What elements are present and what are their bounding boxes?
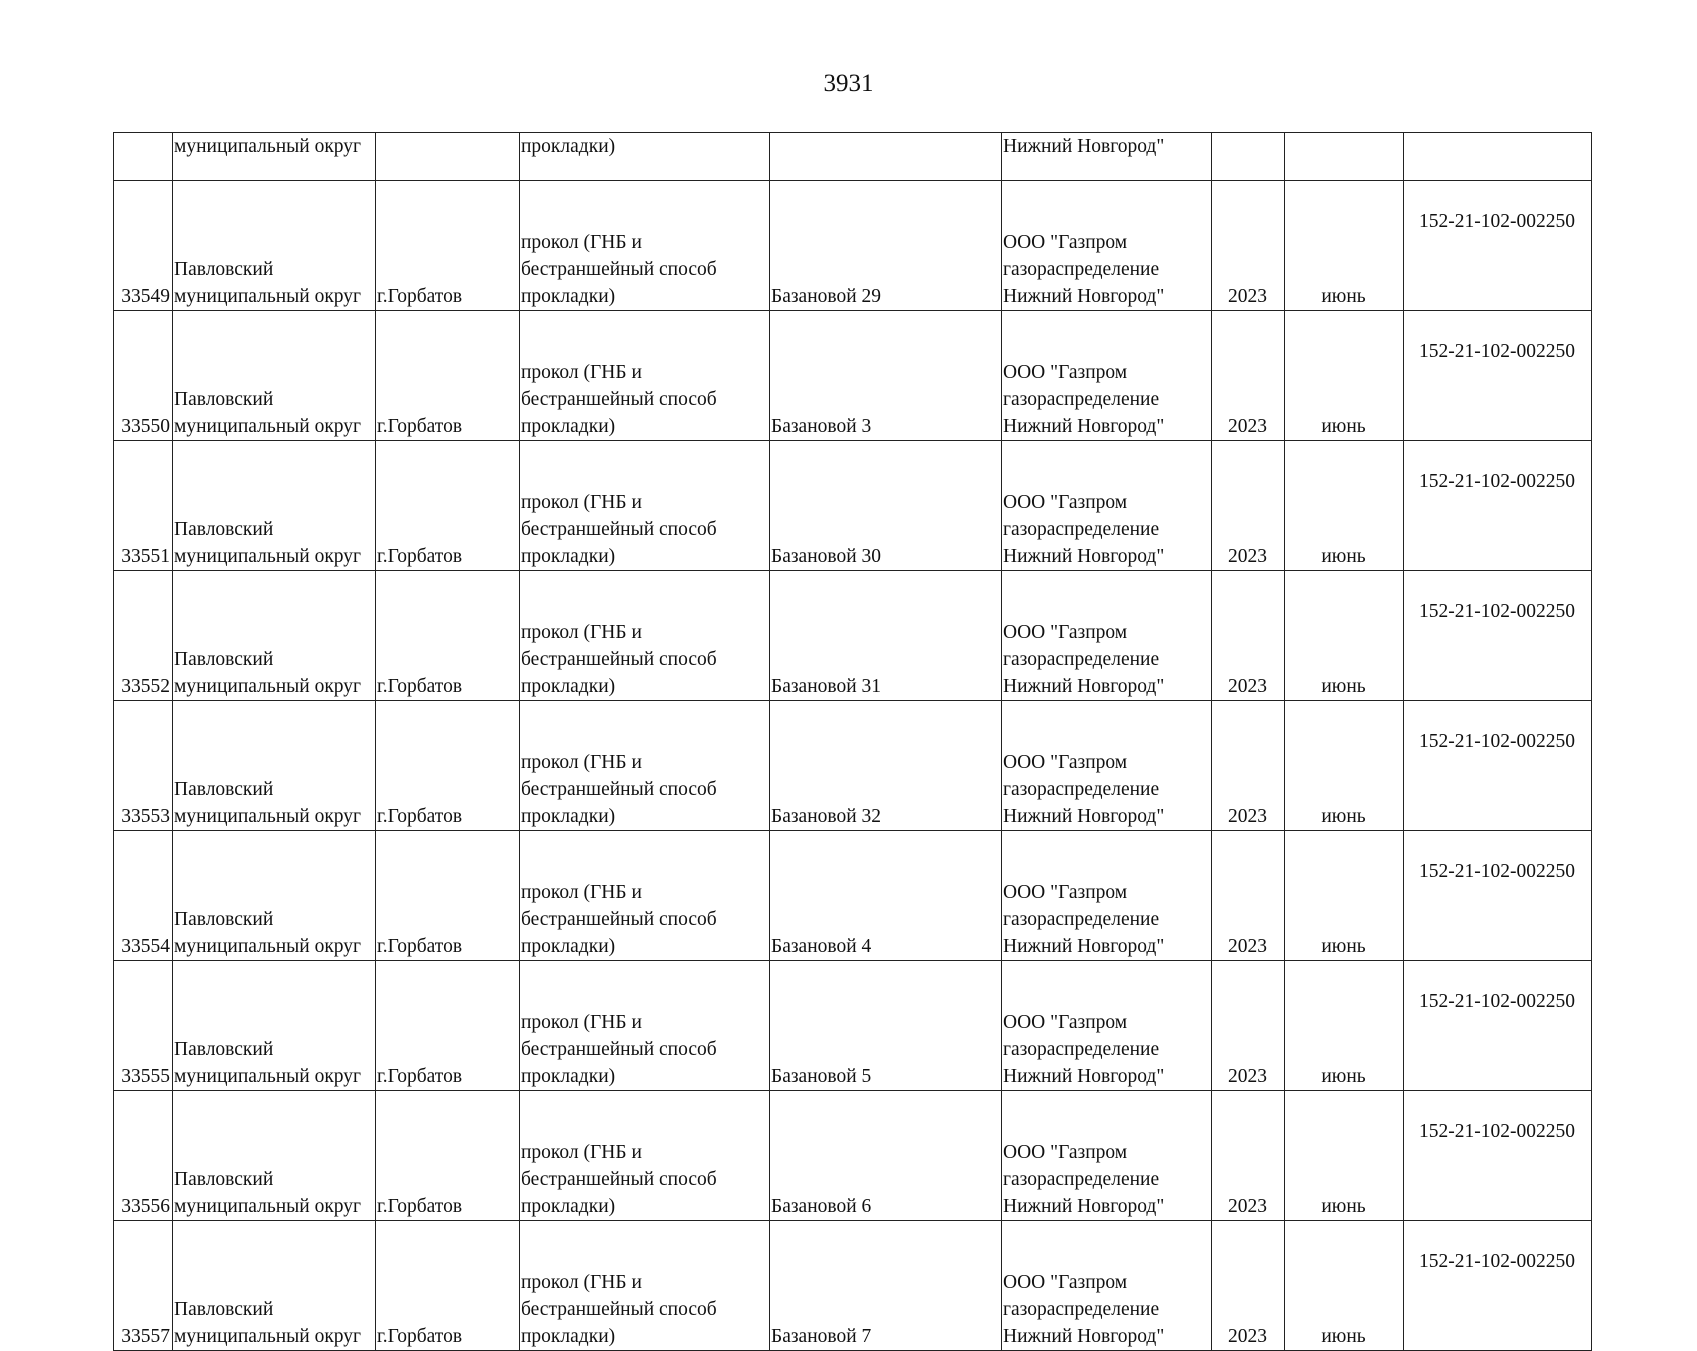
cell-region bbox=[173, 311, 376, 441]
table-row bbox=[114, 961, 1592, 1091]
cell-method-line: прокладки) bbox=[521, 1196, 616, 1217]
cell-year: 2023 bbox=[1212, 1091, 1285, 1221]
cell-code bbox=[1404, 133, 1592, 181]
cell-region-line: Павловский bbox=[174, 1039, 274, 1060]
page-number: 3931 bbox=[823, 70, 874, 97]
cell-method bbox=[520, 701, 770, 831]
cell-method bbox=[520, 961, 770, 1091]
cell-city: г.Горбатов bbox=[376, 441, 520, 571]
cell-organization: Нижний Новгород" bbox=[1002, 133, 1212, 181]
table-row bbox=[114, 1221, 1592, 1351]
cell-code: 152-21-102-002250 bbox=[1404, 1221, 1592, 1351]
cell-number: 33549 bbox=[114, 181, 173, 311]
cell-organization-line: ООО "Газпром bbox=[1003, 622, 1128, 643]
cell-year: 2023 bbox=[1212, 701, 1285, 831]
cell-method bbox=[520, 441, 770, 571]
cell-street: Базановой 29 bbox=[770, 181, 1002, 311]
cell-organization-line: газораспределение bbox=[1003, 1299, 1160, 1320]
cell-code: 152-21-102-002250 bbox=[1404, 571, 1592, 701]
cell-method-line: бестраншейный способ bbox=[521, 389, 717, 410]
cell-code: 152-21-102-002250 bbox=[1404, 441, 1592, 571]
cell-organization-line: Нижний Новгород" bbox=[1003, 1066, 1165, 1087]
cell-region-line: муниципальный округ bbox=[174, 676, 362, 697]
cell-method-line: бестраншейный способ bbox=[521, 259, 717, 280]
cell-city: г.Горбатов bbox=[376, 831, 520, 961]
cell-region bbox=[173, 831, 376, 961]
cell-region-line: Павловский bbox=[174, 779, 274, 800]
cell-organization bbox=[1002, 1091, 1212, 1221]
cell-code: 152-21-102-002250 bbox=[1404, 311, 1592, 441]
table-row bbox=[114, 701, 1592, 831]
cell-region bbox=[173, 701, 376, 831]
cell-street bbox=[770, 133, 1002, 181]
cell-region-line: Павловский bbox=[174, 1169, 274, 1190]
cell-month bbox=[1285, 133, 1404, 181]
cell-number: 33553 bbox=[114, 701, 173, 831]
cell-city: г.Горбатов bbox=[376, 701, 520, 831]
cell-method bbox=[520, 311, 770, 441]
cell-organization bbox=[1002, 701, 1212, 831]
cell-method: прокладки) bbox=[520, 133, 770, 181]
cell-city: г.Горбатов bbox=[376, 961, 520, 1091]
table-row bbox=[114, 571, 1592, 701]
cell-method-line: бестраншейный способ bbox=[521, 649, 717, 670]
cell-organization-line: Нижний Новгород" bbox=[1003, 676, 1165, 697]
cell-month: июнь bbox=[1285, 441, 1404, 571]
cell-region-line: Павловский bbox=[174, 389, 274, 410]
cell-organization-line: газораспределение bbox=[1003, 519, 1160, 540]
cell-number: 33550 bbox=[114, 311, 173, 441]
gasification-table bbox=[113, 132, 1592, 1351]
cell-method-line: прокол (ГНБ и bbox=[521, 1272, 642, 1293]
cell-method-line: прокол (ГНБ и bbox=[521, 752, 642, 773]
cell-region bbox=[173, 571, 376, 701]
cell-method-line: прокладки) bbox=[521, 806, 616, 827]
cell-method-line: бестраншейный способ bbox=[521, 1039, 717, 1060]
cell-region bbox=[173, 441, 376, 571]
cell-year bbox=[1212, 133, 1285, 181]
cell-street: Базановой 7 bbox=[770, 1221, 1002, 1351]
cell-region bbox=[173, 961, 376, 1091]
cell-street: Базановой 3 bbox=[770, 311, 1002, 441]
cell-region-line: муниципальный округ bbox=[174, 1196, 362, 1217]
cell-organization-line: Нижний Новгород" bbox=[1003, 1196, 1165, 1217]
cell-region-line: Павловский bbox=[174, 519, 274, 540]
table-row bbox=[114, 441, 1592, 571]
cell-method bbox=[520, 181, 770, 311]
cell-organization-line: ООО "Газпром bbox=[1003, 362, 1128, 383]
cell-organization-line: Нижний Новгород" bbox=[1003, 286, 1165, 307]
table-row bbox=[114, 831, 1592, 961]
cell-code: 152-21-102-002250 bbox=[1404, 831, 1592, 961]
cell-city: г.Горбатов bbox=[376, 181, 520, 311]
cell-region-line: Павловский bbox=[174, 259, 274, 280]
cell-method-line: прокладки) bbox=[521, 1066, 616, 1087]
cell-organization-line: газораспределение bbox=[1003, 779, 1160, 800]
cell-organization bbox=[1002, 1221, 1212, 1351]
cell-organization bbox=[1002, 831, 1212, 961]
cell-organization-line: ООО "Газпром bbox=[1003, 752, 1128, 773]
cell-organization-line: Нижний Новгород" bbox=[1003, 546, 1165, 567]
cell-region-line: муниципальный округ bbox=[174, 806, 362, 827]
cell-organization-line: Нижний Новгород" bbox=[1003, 416, 1165, 437]
cell-region-line: муниципальный округ bbox=[174, 416, 362, 437]
cell-year: 2023 bbox=[1212, 831, 1285, 961]
cell-year: 2023 bbox=[1212, 311, 1285, 441]
cell-number: 33555 bbox=[114, 961, 173, 1091]
cell-region-line: Павловский bbox=[174, 909, 274, 930]
cell-method-line: прокладки) bbox=[521, 936, 616, 957]
cell-organization-line: газораспределение bbox=[1003, 389, 1160, 410]
cell-method-line: прокол (ГНБ и bbox=[521, 1142, 642, 1163]
table-row bbox=[114, 311, 1592, 441]
cell-method-line: бестраншейный способ bbox=[521, 1299, 717, 1320]
cell-code: 152-21-102-002250 bbox=[1404, 701, 1592, 831]
cell-city: г.Горбатов bbox=[376, 1091, 520, 1221]
cell-organization-line: ООО "Газпром bbox=[1003, 1012, 1128, 1033]
cell-region bbox=[173, 1221, 376, 1351]
cell-year: 2023 bbox=[1212, 961, 1285, 1091]
cell-region-line: муниципальный округ bbox=[174, 1326, 362, 1347]
cell-organization-line: ООО "Газпром bbox=[1003, 1272, 1128, 1293]
cell-organization-line: Нижний Новгород" bbox=[1003, 806, 1165, 827]
cell-method bbox=[520, 1091, 770, 1221]
cell-month: июнь bbox=[1285, 1221, 1404, 1351]
cell-street: Базановой 4 bbox=[770, 831, 1002, 961]
cell-region-line: муниципальный округ bbox=[174, 286, 362, 307]
cell-organization-line: Нижний Новгород" bbox=[1003, 1326, 1165, 1347]
cell-year: 2023 bbox=[1212, 1221, 1285, 1351]
cell-organization-line: газораспределение bbox=[1003, 649, 1160, 670]
cell-method-line: прокладки) bbox=[521, 546, 616, 567]
cell-year: 2023 bbox=[1212, 571, 1285, 701]
cell-method-line: прокол (ГНБ и bbox=[521, 362, 642, 383]
cell-method bbox=[520, 1221, 770, 1351]
cell-code: 152-21-102-002250 bbox=[1404, 961, 1592, 1091]
cell-method-line: бестраншейный способ bbox=[521, 909, 717, 930]
table-row-continued bbox=[114, 133, 1592, 181]
cell-method-line: бестраншейный способ bbox=[521, 779, 717, 800]
cell-month: июнь bbox=[1285, 831, 1404, 961]
cell-street: Базановой 30 bbox=[770, 441, 1002, 571]
cell-region-line: муниципальный округ bbox=[174, 546, 362, 567]
cell-month: июнь bbox=[1285, 961, 1404, 1091]
cell-number: 33552 bbox=[114, 571, 173, 701]
cell-organization-line: ООО "Газпром bbox=[1003, 232, 1128, 253]
cell-organization-line: газораспределение bbox=[1003, 909, 1160, 930]
cell-number: 33554 bbox=[114, 831, 173, 961]
cell-month: июнь bbox=[1285, 571, 1404, 701]
cell-method-line: прокол (ГНБ и bbox=[521, 492, 642, 513]
cell-method-line: прокладки) bbox=[521, 1326, 616, 1347]
cell-code: 152-21-102-002250 bbox=[1404, 181, 1592, 311]
cell-method-line: прокладки) bbox=[521, 416, 616, 437]
cell-region-line: Павловский bbox=[174, 1299, 274, 1320]
cell-number: 33557 bbox=[114, 1221, 173, 1351]
cell-organization-line: ООО "Газпром bbox=[1003, 1142, 1128, 1163]
cell-month: июнь bbox=[1285, 181, 1404, 311]
cell-region-line: Павловский bbox=[174, 649, 274, 670]
cell-region-line: муниципальный округ bbox=[174, 1066, 362, 1087]
cell-organization-line: ООО "Газпром bbox=[1003, 492, 1128, 513]
cell-number: 33556 bbox=[114, 1091, 173, 1221]
cell-street: Базановой 6 bbox=[770, 1091, 1002, 1221]
cell-region bbox=[173, 181, 376, 311]
cell-month: июнь bbox=[1285, 1091, 1404, 1221]
cell-method-line: прокладки) bbox=[521, 676, 616, 697]
cell-street: Базановой 5 bbox=[770, 961, 1002, 1091]
cell-city bbox=[376, 133, 520, 181]
table-row bbox=[114, 181, 1592, 311]
cell-month: июнь bbox=[1285, 701, 1404, 831]
cell-organization-line: ООО "Газпром bbox=[1003, 882, 1128, 903]
cell-month: июнь bbox=[1285, 311, 1404, 441]
cell-city: г.Горбатов bbox=[376, 571, 520, 701]
cell-organization bbox=[1002, 571, 1212, 701]
cell-number: 33551 bbox=[114, 441, 173, 571]
cell-organization bbox=[1002, 181, 1212, 311]
cell-year: 2023 bbox=[1212, 181, 1285, 311]
cell-method-line: прокладки) bbox=[521, 286, 616, 307]
cell-city: г.Горбатов bbox=[376, 311, 520, 441]
cell-street: Базановой 32 bbox=[770, 701, 1002, 831]
cell-organization-line: газораспределение bbox=[1003, 259, 1160, 280]
cell-organization bbox=[1002, 311, 1212, 441]
cell-organization-line: газораспределение bbox=[1003, 1039, 1160, 1060]
cell-method-line: бестраншейный способ bbox=[521, 1169, 717, 1190]
cell-method-line: прокол (ГНБ и bbox=[521, 1012, 642, 1033]
cell-method-line: бестраншейный способ bbox=[521, 519, 717, 540]
cell-method bbox=[520, 571, 770, 701]
cell-organization-line: Нижний Новгород" bbox=[1003, 936, 1165, 957]
cell-method-line: прокол (ГНБ и bbox=[521, 882, 642, 903]
cell-city: г.Горбатов bbox=[376, 1221, 520, 1351]
cell-organization-line: газораспределение bbox=[1003, 1169, 1160, 1190]
cell-code: 152-21-102-002250 bbox=[1404, 1091, 1592, 1221]
table-body bbox=[114, 133, 1592, 1351]
cell-organization bbox=[1002, 441, 1212, 571]
cell-region-line: муниципальный округ bbox=[174, 936, 362, 957]
table-row bbox=[114, 1091, 1592, 1221]
cell-number bbox=[114, 133, 173, 181]
cell-method-line: прокол (ГНБ и bbox=[521, 232, 642, 253]
cell-region bbox=[173, 1091, 376, 1221]
cell-method-line: прокол (ГНБ и bbox=[521, 622, 642, 643]
cell-method bbox=[520, 831, 770, 961]
cell-region: муниципальный округ bbox=[173, 133, 376, 181]
cell-street: Базановой 31 bbox=[770, 571, 1002, 701]
cell-organization bbox=[1002, 961, 1212, 1091]
cell-year: 2023 bbox=[1212, 441, 1285, 571]
